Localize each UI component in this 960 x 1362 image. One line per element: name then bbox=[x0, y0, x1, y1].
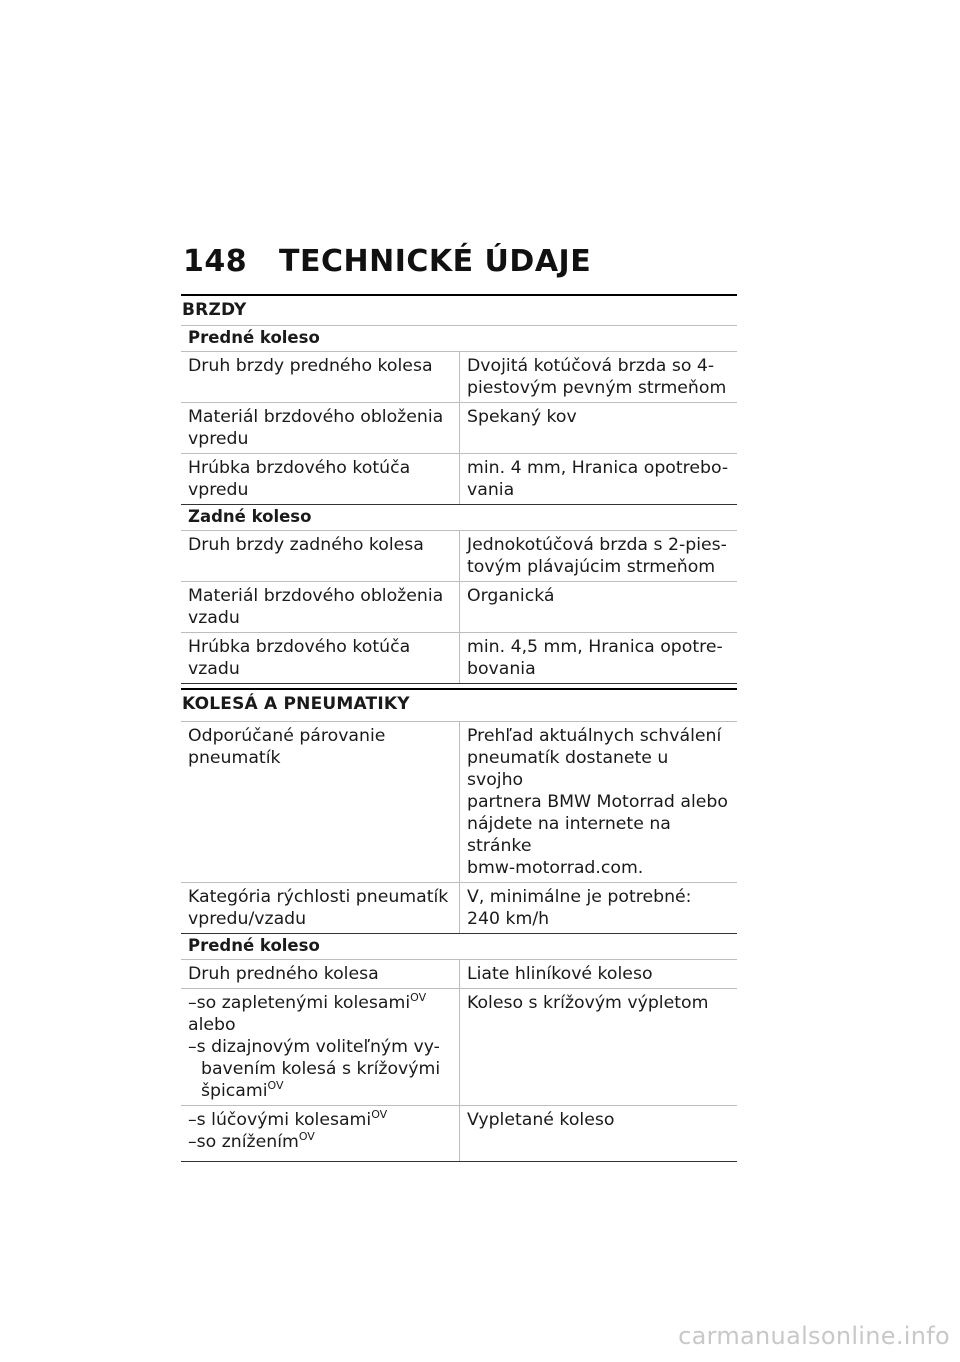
table-row bbox=[181, 352, 737, 402]
value-line: Dvojitá kotúčová brzda so 4- bbox=[467, 356, 715, 376]
row-value bbox=[459, 722, 737, 882]
value-line: Spekaný kov bbox=[467, 407, 577, 427]
table-row bbox=[181, 582, 737, 632]
row-divider bbox=[181, 683, 737, 684]
row-value bbox=[459, 352, 737, 402]
label-line: Hrúbka brzdového kotúča bbox=[188, 637, 411, 657]
value-line: vania bbox=[467, 480, 515, 500]
label-line: vzadu bbox=[188, 659, 240, 679]
row-label bbox=[181, 633, 459, 683]
label-line: vzadu bbox=[188, 608, 240, 628]
row-value bbox=[459, 883, 737, 933]
wheels-title: KOLESÁ A PNEUMATIKY bbox=[182, 694, 410, 714]
rear-wheel-heading: Zadné koleso bbox=[188, 507, 312, 526]
value-line: pneumatík dostanete u svojho bbox=[467, 748, 669, 790]
front-wheel-heading: Predné koleso bbox=[188, 936, 320, 955]
optional-equipment-mark: OV bbox=[298, 1130, 315, 1143]
page-number: 148 bbox=[183, 244, 248, 279]
dash: – bbox=[188, 1037, 197, 1057]
value-line: tovým plávajúcim strmeňom bbox=[467, 557, 716, 577]
row-value bbox=[459, 531, 737, 581]
page-title: TECHNICKÉ ÚDAJE bbox=[279, 244, 592, 279]
page-header bbox=[183, 244, 591, 279]
row-value bbox=[459, 989, 737, 1105]
value-line: bovania bbox=[467, 659, 536, 679]
table-row bbox=[181, 989, 737, 1105]
label-line: vpredu/vzadu bbox=[188, 909, 307, 929]
dash: – bbox=[188, 1110, 197, 1130]
row-label bbox=[181, 352, 459, 402]
value-line: Prehľad aktuálnych schválení bbox=[467, 726, 722, 746]
value-line: min. 4 mm, Hranica opotrebo- bbox=[467, 458, 729, 478]
row-label bbox=[181, 883, 459, 933]
value-line: nájdete na internete na stránke bbox=[467, 814, 671, 856]
row-value bbox=[459, 960, 737, 988]
value-line: Vypletané koleso bbox=[467, 1110, 615, 1130]
label-line: pneumatík bbox=[188, 748, 281, 768]
item-text: s lúčovými kolesami bbox=[196, 1110, 372, 1130]
list-item bbox=[188, 1109, 459, 1131]
front-wheel-heading: Predné koleso bbox=[188, 328, 320, 347]
label-line: Materiál brzdového obloženia bbox=[188, 586, 444, 606]
table-row bbox=[181, 403, 737, 453]
item-text-line bbox=[188, 1080, 459, 1102]
label-line: Odporúčané párovanie bbox=[188, 726, 386, 746]
label-line: Kategória rýchlosti pneumatík bbox=[188, 887, 449, 907]
item-text: s dizajnovým voliteľným vy- bbox=[196, 1037, 440, 1057]
row-label bbox=[181, 989, 459, 1105]
label-line: Druh predného kolesa bbox=[188, 964, 379, 984]
table-row bbox=[181, 1106, 737, 1161]
table-row bbox=[181, 454, 737, 504]
row-label bbox=[181, 722, 459, 882]
value-line: bmw-motorrad.com. bbox=[467, 858, 644, 878]
list-item bbox=[188, 1036, 459, 1058]
table-row bbox=[181, 722, 737, 882]
row-divider bbox=[181, 1161, 737, 1162]
wheels-section bbox=[181, 688, 737, 1162]
or-text: alebo bbox=[188, 1015, 236, 1035]
row-value bbox=[459, 1106, 737, 1161]
item-text: so zapletenými kolesami bbox=[196, 993, 411, 1013]
label-line: Druh brzdy predného kolesa bbox=[188, 356, 433, 376]
row-value bbox=[459, 403, 737, 453]
row-label bbox=[181, 960, 459, 988]
list-item bbox=[188, 1131, 459, 1153]
value-line: Jednokotúčová brzda s 2-pies- bbox=[467, 535, 727, 555]
value-line: partnera BMW Motorrad alebo bbox=[467, 792, 728, 812]
label-line: vpredu bbox=[188, 480, 249, 500]
value-line: Koleso s krížovým výpletom bbox=[467, 993, 709, 1013]
dash: – bbox=[188, 993, 197, 1013]
table-row bbox=[181, 531, 737, 581]
value-line: min. 4,5 mm, Hranica opotre- bbox=[467, 637, 723, 657]
value-line: Liate hliníkové koleso bbox=[467, 964, 653, 984]
table-row bbox=[181, 883, 737, 933]
label-line: Materiál brzdového obloženia bbox=[188, 407, 444, 427]
brakes-title: BRZDY bbox=[182, 300, 247, 320]
label-line: Druh brzdy zadného kolesa bbox=[188, 535, 424, 555]
row-value bbox=[459, 454, 737, 504]
value-line: V, minimálne je potrebné: bbox=[467, 887, 692, 907]
label-line: vpredu bbox=[188, 429, 249, 449]
row-label bbox=[181, 531, 459, 581]
value-line: 240 km/h bbox=[467, 909, 550, 929]
value-line: Organická bbox=[467, 586, 555, 606]
optional-equipment-mark: OV bbox=[410, 991, 427, 1004]
item-text: so znížením bbox=[196, 1132, 299, 1152]
row-label bbox=[181, 454, 459, 504]
row-value bbox=[459, 633, 737, 683]
item-text: špicami bbox=[201, 1081, 268, 1101]
optional-equipment-mark: OV bbox=[371, 1108, 388, 1121]
row-label bbox=[181, 582, 459, 632]
row-label bbox=[181, 1106, 459, 1161]
table-row bbox=[181, 960, 737, 988]
label-line: Hrúbka brzdového kotúča bbox=[188, 458, 411, 478]
watermark: carmanualsonline.info bbox=[678, 1322, 950, 1350]
item-text: bavením kolesá s krížovými bbox=[201, 1059, 441, 1079]
brakes-section bbox=[181, 294, 737, 684]
row-label bbox=[181, 403, 459, 453]
dash: – bbox=[188, 1132, 197, 1152]
value-line: piestovým pevným strmeňom bbox=[467, 378, 727, 398]
optional-equipment-mark: OV bbox=[267, 1079, 284, 1092]
list-item bbox=[188, 992, 459, 1014]
table-row bbox=[181, 633, 737, 683]
row-value bbox=[459, 582, 737, 632]
